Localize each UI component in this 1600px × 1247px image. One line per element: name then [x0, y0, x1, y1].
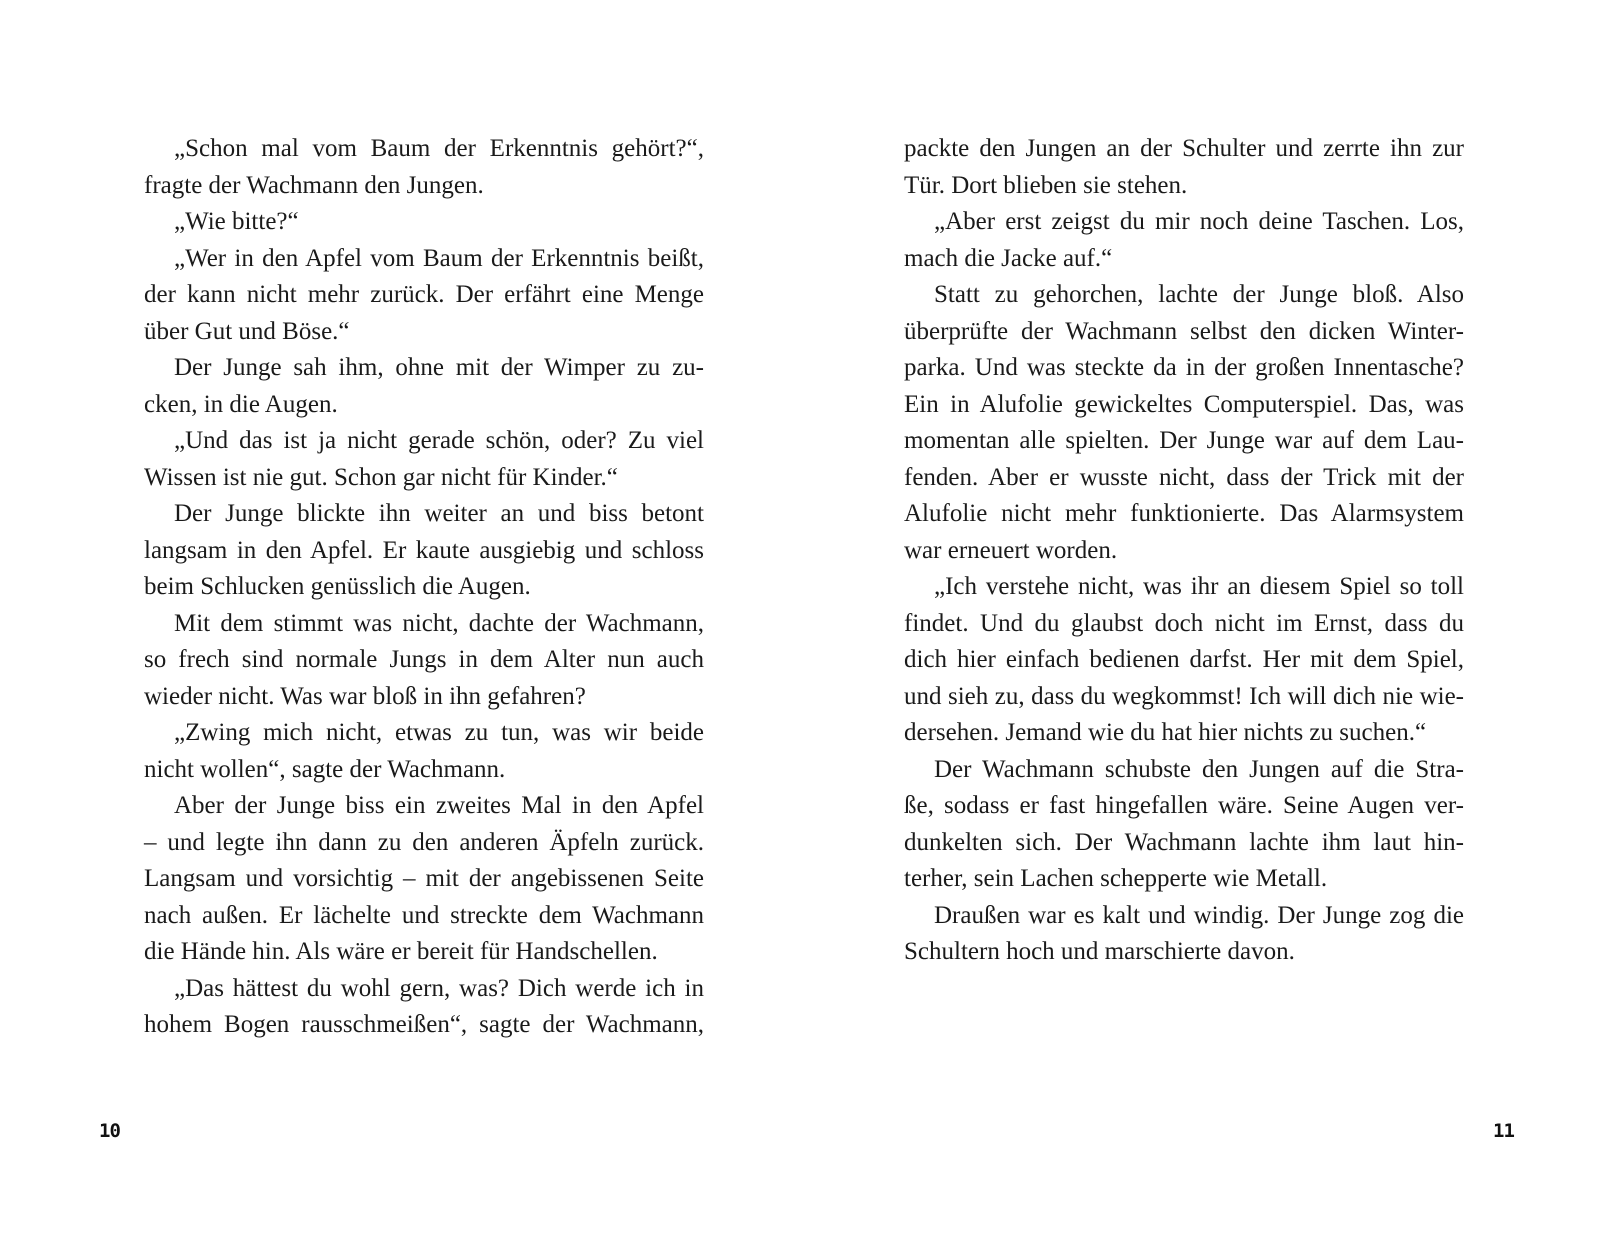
right-page [800, 0, 1600, 1247]
text-line: Der Junge blickte ihn weiter an und biss betont [174, 500, 704, 527]
text-line: Tür. Dort blieben sie stehen. [904, 171, 1188, 199]
text-line: Wissen ist nie gut. Schon gar nicht für Kinder.“ [144, 463, 618, 491]
text-line: dich hier einfach bedienen darfst. Her mit dem Spiel, [904, 646, 1464, 673]
text-line: mach die Jacke auf.“ [904, 244, 1113, 272]
text-line: nach außen. Er lächelte und streckte dem Wachmann [144, 901, 704, 929]
text-line: beim Schlucken genüsslich die Augen. [144, 573, 531, 600]
text-line: wieder nicht. Was war bloß in ihn gefahren? [144, 682, 586, 710]
text-line: dunkelten sich. Der Wachmann lachte ihm laut hin- [904, 828, 1464, 856]
text-line: ße, sodass er fast hingefallen wäre. Seine Augen ver- [904, 792, 1464, 819]
text-line: terher, sein Lachen schepperte wie Metall. [904, 865, 1328, 892]
text-line: „Zwing mich nicht, etwas zu tun, was wir beide [174, 719, 704, 746]
text-line: und sieh zu, dass du wegkommst! Ich will dich nie wie- [904, 682, 1464, 710]
text-line: Mit dem stimmt was nicht, dachte der Wachmann, [174, 609, 704, 637]
text-line: „Aber erst zeigst du mir noch deine Taschen. Los, [934, 208, 1464, 235]
page-number: 10 [99, 1120, 120, 1142]
text-line: „Das hättest du wohl gern, was? Dich werde ich in [174, 974, 704, 1002]
text-line: „Und das ist ja nicht gerade schön, oder? Zu viel [174, 427, 704, 454]
text-line: „Ich verstehe nicht, was ihr an diesem Spiel so toll [934, 573, 1464, 600]
text-line: Draußen war es kalt und windig. Der Junge zog die [934, 901, 1464, 929]
text-line: nicht wollen“, sagte der Wachmann. [144, 755, 506, 783]
text-line: der kann nicht mehr zurück. Der erfährt eine Menge [144, 281, 704, 308]
text-line: findet. Und du glaubst doch nicht im Ernst, dass du [904, 609, 1464, 637]
text-line: Schultern hoch und marschierte davon. [904, 938, 1295, 965]
text-line: fenden. Aber er wusste nicht, dass der Trick mit der [904, 463, 1464, 491]
text-line: packte den Jungen an der Schulter und zerrte ihn zur [904, 135, 1464, 162]
text-line: parka. Und was steckte da in der großen Innentasche? [904, 354, 1464, 381]
text-line: Ein in Alufolie gewickeltes Computerspiel. Das, was [904, 390, 1464, 418]
text-line: „Wie bitte?“ [174, 208, 299, 235]
page-number: 11 [1493, 1120, 1514, 1142]
text-line: die Hände hin. Als wäre er bereit für Handschellen. [144, 938, 658, 965]
text-line: langsam in den Apfel. Er kaute ausgiebig und schloss [144, 536, 704, 564]
text-line: überprüfte der Wachmann selbst den dicken Winter- [904, 317, 1464, 345]
text-line: momentan alle spielten. Der Junge war auf dem Lau- [904, 427, 1464, 454]
text-line: über Gut und Böse.“ [144, 317, 350, 345]
text-line: Statt zu gehorchen, lachte der Junge bloß. Also [934, 281, 1464, 308]
text-line: „Schon mal vom Baum der Erkenntnis gehört?“, [174, 135, 704, 162]
text-line: cken, in die Augen. [144, 390, 338, 418]
text-line: war erneuert worden. [904, 536, 1118, 564]
right-page-text [904, 131, 1464, 971]
left-page-text [144, 131, 704, 1044]
text-line: Der Junge sah ihm, ohne mit der Wimper zu zu- [174, 354, 704, 381]
text-line: – und legte ihn dann zu den anderen Äpfeln zurück. [144, 828, 704, 856]
text-line: hohem Bogen rausschmeißen“, sagte der Wachmann, [144, 1011, 704, 1038]
text-line: fragte der Wachmann den Jungen. [144, 171, 484, 199]
text-line: so frech sind normale Jungs in dem Alter nun auch [144, 646, 704, 673]
text-line: Alufolie nicht mehr funktionierte. Das Alarmsystem [904, 500, 1464, 527]
text-line: „Wer in den Apfel vom Baum der Erkenntnis beißt, [174, 244, 704, 272]
text-line: dersehen. Jemand wie du hat hier nichts zu suchen.“ [904, 719, 1427, 746]
text-line: Aber der Junge biss ein zweites Mal in den Apfel [174, 792, 704, 819]
text-line: Langsam und vorsichtig – mit der angebissenen Seite [144, 865, 704, 892]
text-line: Der Wachmann schubste den Jungen auf die Stra- [934, 755, 1464, 783]
